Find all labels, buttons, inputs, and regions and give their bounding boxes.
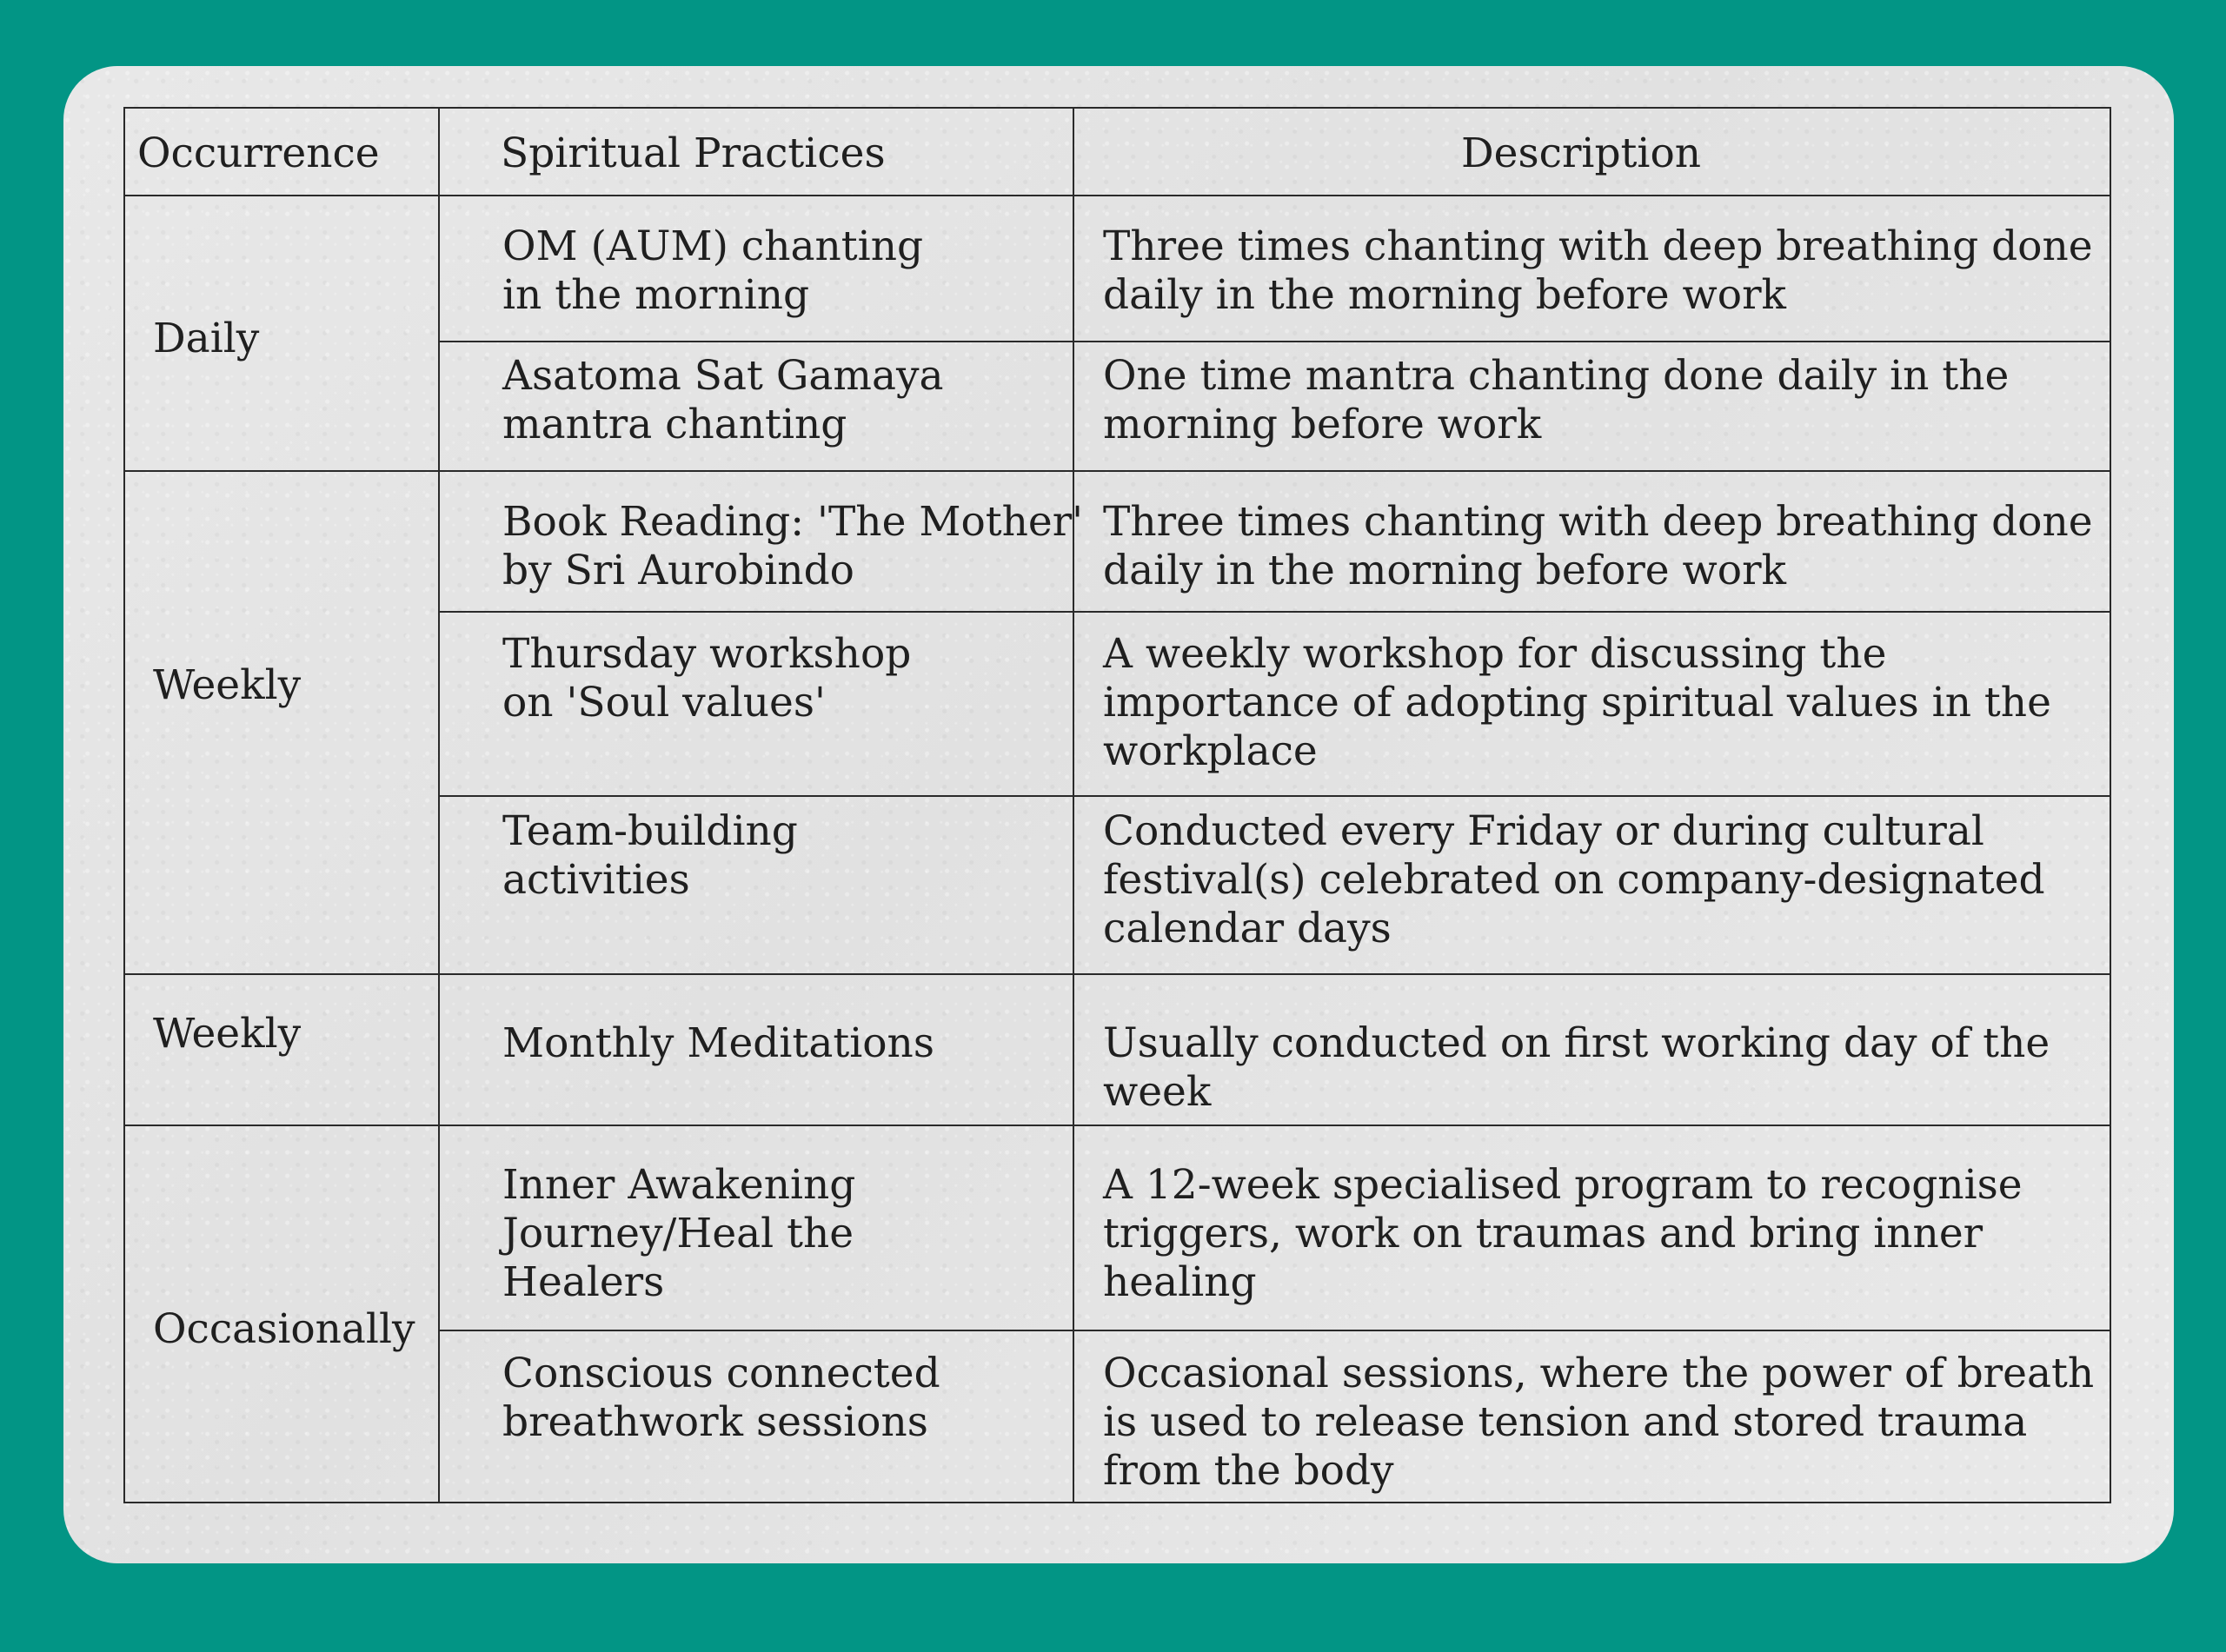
row-divider-3 <box>438 795 2110 797</box>
column-divider-2 <box>1073 109 1074 1502</box>
description-cell: Usually conducted on first working day of the week <box>1103 1019 2050 1116</box>
occurrence-cell: Weekly <box>153 1010 302 1058</box>
description-cell: Occasional sessions, where the power of breath is used to release tension and stored trauma from the body <box>1103 1350 2095 1495</box>
header-occurrence: Occurrence <box>137 129 380 177</box>
occurrence-cell: Occasionally <box>153 1305 415 1353</box>
practice-cell: Monthly Meditations <box>502 1019 934 1067</box>
description-cell: Three times chanting with deep breathing done daily in the morning before work <box>1103 222 2093 319</box>
practice-cell: Book Reading: 'The Mother' by Sri Aurobindo <box>502 498 1084 594</box>
practices-table <box>123 107 2111 1503</box>
content-card <box>63 66 2174 1563</box>
practice-cell: Conscious connected breathwork sessions <box>502 1350 940 1446</box>
description-cell: A weekly workshop for discussing the importance of adopting spiritual values in the workplace <box>1103 630 2051 775</box>
practice-cell: Team-building activities <box>502 807 798 904</box>
description-cell: One time mantra chanting done daily in the morning before work <box>1103 352 2010 448</box>
occurrence-cell: Weekly <box>153 661 302 709</box>
header-practices: Spiritual Practices <box>501 129 886 177</box>
group-divider-2 <box>125 973 2110 975</box>
practice-cell: Inner Awakening Journey/Heal the Healers <box>502 1161 856 1306</box>
occurrence-cell: Daily <box>153 315 260 362</box>
row-divider-2 <box>438 611 2110 613</box>
description-cell: Conducted every Friday or during cultural festival(s) celebrated on company-designated calendar days <box>1103 807 2045 952</box>
group-divider-1 <box>125 470 2110 472</box>
description-cell: A 12-week specialised program to recognise triggers, work on traumas and bring inner healing <box>1103 1161 2023 1306</box>
header-divider <box>125 195 2110 196</box>
description-cell: Three times chanting with deep breathing done daily in the morning before work <box>1103 498 2093 594</box>
practice-cell: OM (AUM) chanting in the morning <box>502 222 924 319</box>
practice-cell: Asatoma Sat Gamaya mantra chanting <box>502 352 944 448</box>
group-divider-3 <box>125 1125 2110 1126</box>
column-divider-1 <box>438 109 440 1502</box>
practice-cell: Thursday workshop on 'Soul values' <box>502 630 912 726</box>
row-divider-4 <box>438 1330 2110 1331</box>
header-description: Description <box>1461 129 1702 177</box>
row-divider-1 <box>438 341 2110 342</box>
